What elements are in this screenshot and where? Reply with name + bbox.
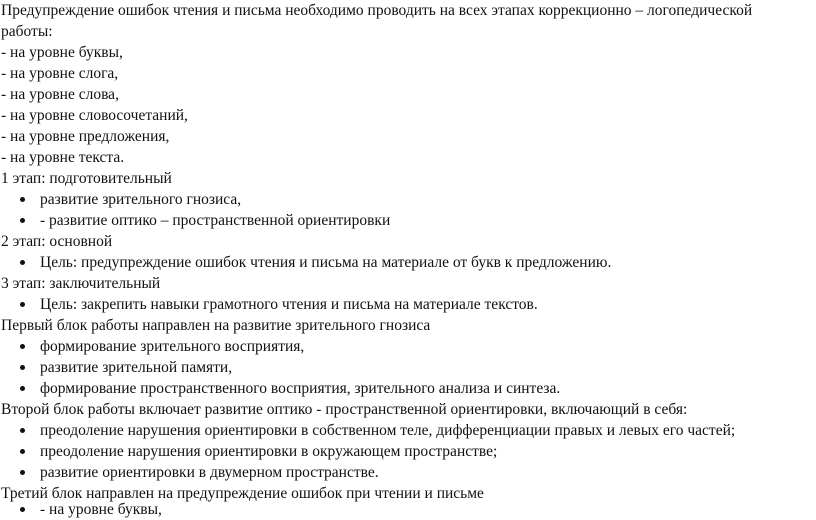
bullet-text: развитие ориентировки в двумерном пространстве. — [40, 464, 379, 481]
level-item: - на уровне буквы, — [1, 44, 123, 61]
bullet-text: преодоление нарушения ориентировки в окружающем пространстве; — [40, 443, 498, 460]
bullet-icon — [20, 260, 25, 265]
bullet-icon — [20, 197, 25, 202]
bullet-icon — [20, 507, 25, 512]
bullet-text: формирование пространственного восприятия, зрительного анализа и синтеза. — [40, 380, 561, 397]
level-item: - на уровне предложения, — [1, 128, 170, 145]
bullet-text: - на уровне буквы, — [40, 501, 162, 518]
stage-2-title: 2 этап: основной — [1, 233, 113, 250]
intro-line-2: работы: — [1, 23, 53, 40]
bullet-text: Цель: закрепить навыки грамотного чтения и письма на материале текстов. — [40, 296, 538, 313]
bullet-text: развитие зрительной памяти, — [40, 359, 233, 376]
level-item: - на уровне словосочетаний, — [1, 107, 188, 124]
block-1-title: Первый блок работы направлен на развитие зрительного гнозиса — [1, 317, 431, 334]
bullet-text: Цель: предупреждение ошибок чтения и письма на материале от букв к предложению. — [40, 254, 612, 271]
bullet-icon — [20, 470, 25, 475]
bullet-icon — [20, 386, 25, 391]
bullet-icon — [20, 218, 25, 223]
bullet-icon — [20, 365, 25, 370]
bullet-text: развитие зрительного гнозиса, — [40, 191, 242, 208]
stage-3-title: 3 этап: заключительный — [1, 275, 161, 292]
bullet-text: преодоление нарушения ориентировки в собственном теле, дифференциации правых и левых его частей; — [40, 422, 736, 439]
bullet-icon — [20, 428, 25, 433]
level-item: - на уровне текста. — [1, 149, 125, 166]
bullet-icon — [20, 344, 25, 349]
bullet-text: формирование зрительного восприятия, — [40, 338, 305, 355]
bullet-text: - развитие оптико – пространственной ориентировки — [40, 212, 391, 229]
level-item: - на уровне слова, — [1, 86, 119, 103]
bullet-icon — [20, 302, 25, 307]
block-3-title: Третий блок направлен на предупреждение ошибок при чтении и письме — [1, 485, 484, 502]
bullet-icon — [20, 449, 25, 454]
intro-line-1: Предупреждение ошибок чтения и письма необходимо проводить на всех этапах коррекционно – логопедической — [1, 2, 753, 19]
stage-1-title: 1 этап: подготовительный — [1, 170, 172, 187]
block-2-title: Второй блок работы включает развитие оптико - пространственной ориентировки, включающий в себя: — [1, 401, 688, 418]
level-item: - на уровне слога, — [1, 65, 119, 82]
